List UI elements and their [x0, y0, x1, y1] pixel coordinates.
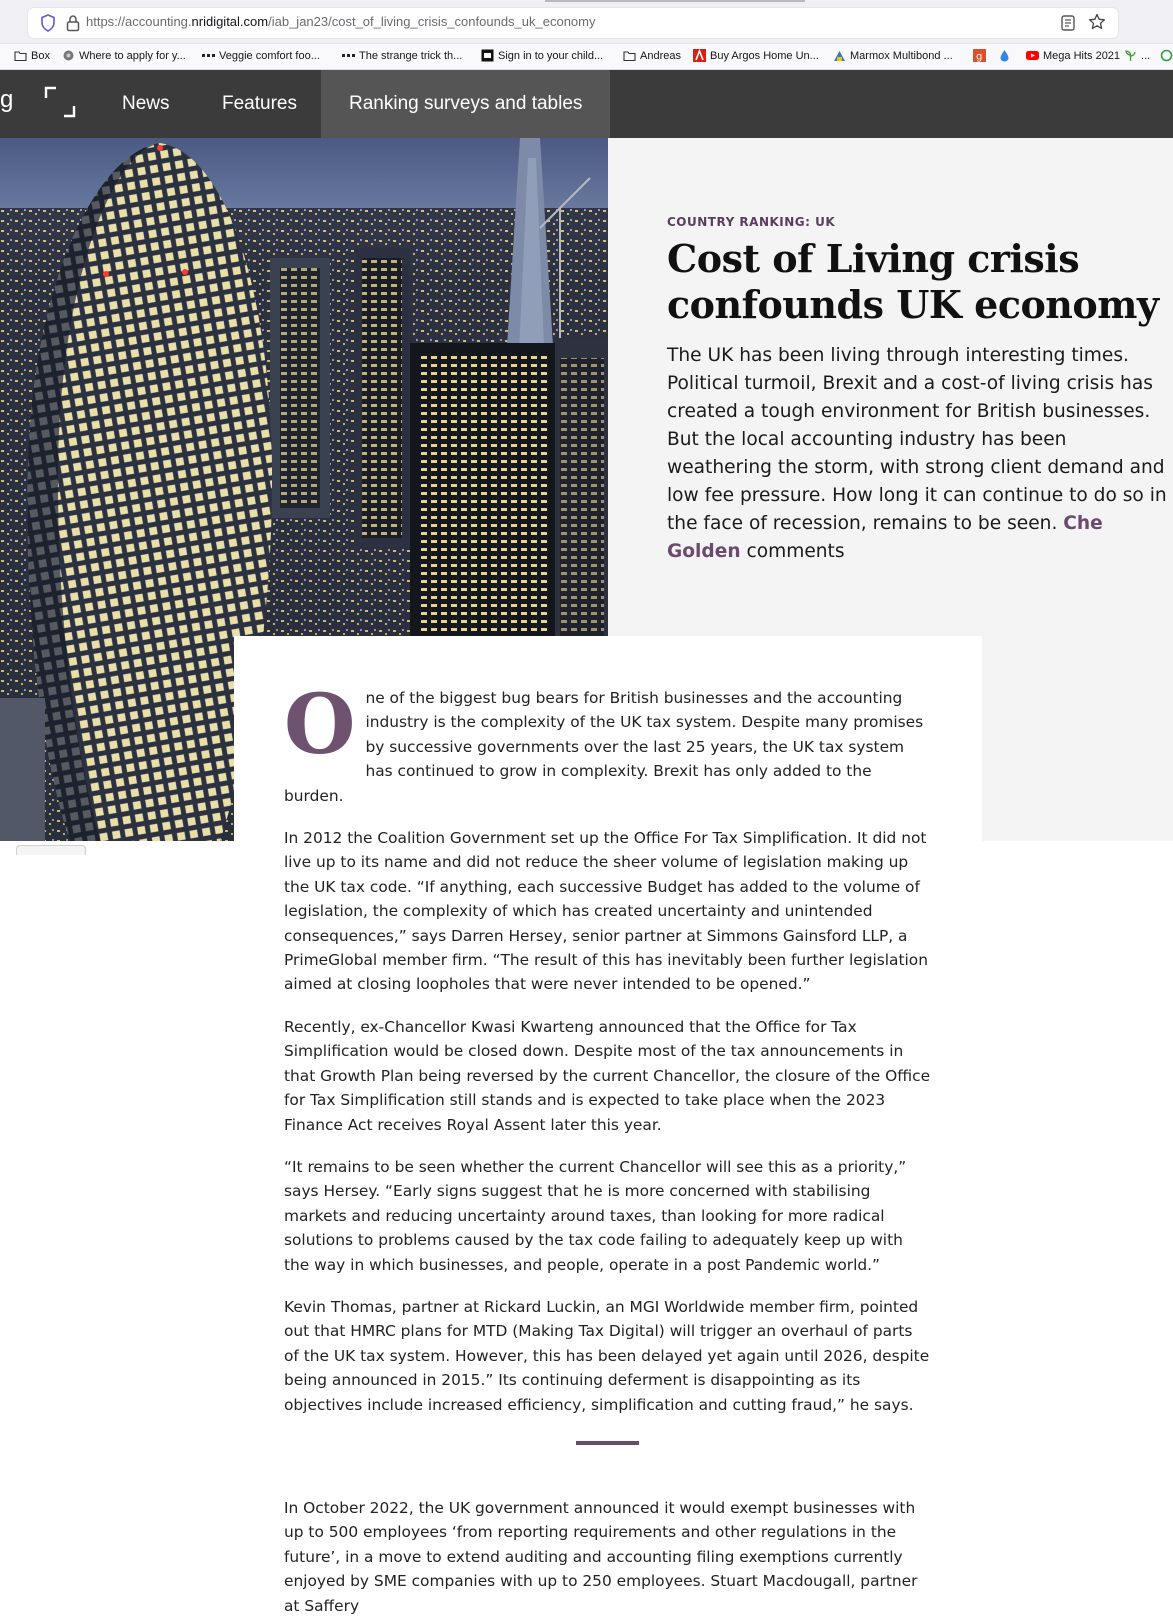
- bookmark-sign-in[interactable]: Sign in to your child...: [481, 49, 603, 62]
- paragraph-6: In October 2022, the UK government announced it would exempt businesses with up to 500 employees ‘from reporting requirements and other regulations in the future’, in a move to extend auditing and accounting filing exemptions currently enjoyed by SME companies with up to 250 employees. Stuart Macdougall, partner at Saffery: [284, 1499, 918, 1615]
- svg-text:g: g: [976, 51, 983, 62]
- folder-icon: [623, 49, 636, 62]
- drop-cap: O: [284, 677, 356, 773]
- sprout-icon: [1124, 49, 1137, 62]
- site-logo-icon: [481, 49, 494, 62]
- paragraph-1: One of the biggest bug bears for British businesses and the accounting industry is the complexity of the UK tax system. Despite many promises by successive governments over the last 25 years, the UK tax system has continued to grow in complexity. Brexit has only added to the burden.: [284, 677, 924, 805]
- dots-icon: [202, 49, 215, 62]
- category-kicker[interactable]: COUNTRY RANKING: UK: [667, 215, 836, 229]
- bookmark-mega-hits[interactable]: Mega Hits 2021 ...: [1026, 49, 1150, 62]
- section-divider: [576, 1441, 639, 1445]
- paragraph-3: Recently, ex-Chancellor Kwasi Kwarteng announced that the Office for Tax Simplification would be closed down. Despite most of the tax announcements in that Growth Plan being reversed by the current Chancellor, the closure of the Office for Tax Simplification still stands and is expected to take place when the 2023 Finance Act receives Royal Assent later this year.: [284, 1017, 931, 1134]
- bookmark-strange-trick[interactable]: The strange trick th...: [342, 49, 462, 62]
- folder-icon: [14, 49, 27, 62]
- site-navigation: [0, 70, 1173, 138]
- tab-indicator: [545, 0, 805, 2]
- bookmark-argos[interactable]: Buy Argos Home Un...: [693, 49, 819, 62]
- bookmark-veggie[interactable]: Veggie comfort foo...: [202, 49, 320, 62]
- youtube-icon: [1026, 49, 1039, 62]
- bookmark-where-to-apply[interactable]: Where to apply for y...: [62, 49, 186, 62]
- drop-icon: [998, 49, 1011, 62]
- argos-icon: [693, 49, 706, 62]
- article-body-continued: [284, 1496, 932, 1618]
- bookmarks-toolbar: [0, 44, 1173, 70]
- bookmark-andreas[interactable]: Andreas: [623, 49, 681, 62]
- paragraph-2: In 2012 the Coalition Government set up the Office For Tax Simplification. It did not live up to its name and did not reduce the sheer volume of legislation making up the UK tax code. “If anything, each successive Budget has added to the volume of legislation, the complexity of which has created uncertainty and unintended consequences,” says Darren Hersey, senior partner at Simmons Gainsford LLP, a PrimeGlobal member firm. “The result of this has inevitably been further legislation aimed at closing loopholes that were never intended to be opened.”: [284, 829, 928, 994]
- lock-icon[interactable]: [66, 14, 80, 32]
- site-logo[interactable]: g: [0, 86, 14, 113]
- image-caption-tab[interactable]: [16, 845, 86, 855]
- g-logo-icon: [973, 49, 986, 62]
- tracking-protection-shield-icon[interactable]: [40, 14, 56, 32]
- bookmark-drop-site[interactable]: [998, 49, 1011, 62]
- url-text[interactable]: https://accounting.nridigital.com/iab_jan23/cost_of_living_crisis_confounds_uk_economy: [86, 14, 596, 29]
- bookmark-marmox[interactable]: Marmox Multibond ...: [833, 49, 953, 62]
- expand-icon[interactable]: [44, 86, 76, 118]
- author-link[interactable]: Che Golden: [667, 513, 1103, 562]
- address-bar[interactable]: [28, 8, 1118, 38]
- marmox-icon: [833, 49, 846, 62]
- bookmark-g-site[interactable]: [973, 49, 986, 62]
- article-standfirst: The UK has been living through interesting times. Political turmoil, Brexit and a cost-of living crisis has created a tough environment for British businesses. But the local accounting industry has been weathering the storm, with strong client demand and low fee pressure. How long it can continue to do so in the face of recession, remains to be seen. Che Golden comments: [667, 345, 1167, 562]
- dots-icon: [342, 49, 355, 62]
- nav-features[interactable]: Features: [222, 93, 297, 114]
- bookmark-overflow[interactable]: [1160, 49, 1173, 62]
- bookmark-star-icon[interactable]: [1088, 13, 1106, 31]
- paragraph-4: “It remains to be seen whether the current Chancellor will see this as a priority,” says Hersey. “Early signs suggest that he is more concerned with stabilising markets and reducing uncertainty around taxes, than looking for more radical solutions to problems caused by the tax code failing to adequately keep up with the way in which businesses, and people, operate in a post Pandemic world.”: [284, 1157, 907, 1274]
- crest-icon: [62, 49, 75, 62]
- bookmark-box[interactable]: Box: [14, 49, 50, 62]
- paragraph-5: Kevin Thomas, partner at Rickard Luckin, an MGI Worldwide member firm, pointed out that HMRC plans for MTD (Making Tax Digital) will trigger an overhaul of parts of the UK tax system. However, this has been delayed yet again until 2026, despite being announced in 2015.” Its continuing deferment is disappointing as its objectives include increased efficiency, simplification and cutting fraud,” he says.: [284, 1297, 930, 1414]
- circle-icon: [1160, 49, 1173, 62]
- nav-news[interactable]: News: [122, 93, 170, 114]
- article-body: [284, 677, 932, 1435]
- browser-toolbar: [0, 0, 1173, 44]
- reader-view-icon[interactable]: [1060, 14, 1076, 32]
- article-headline: Cost of Living crisis confounds UK economy: [667, 236, 1159, 327]
- nav-ranking-surveys[interactable]: Ranking surveys and tables: [321, 70, 610, 138]
